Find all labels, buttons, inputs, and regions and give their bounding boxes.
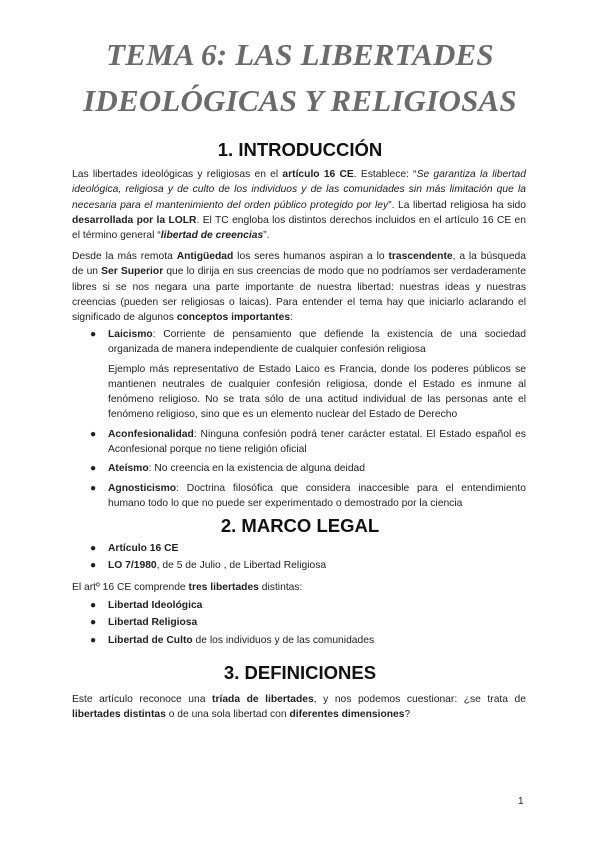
bullet-icon: ●: [90, 463, 97, 475]
concepts-list: [88, 327, 526, 515]
bullet-icon: ●: [90, 617, 97, 629]
section-heading-definiciones: 3. DEFINICIONES: [223, 662, 377, 683]
laicismo-example: Ejemplo más representativo de Estado Laico es Francia, donde los poderes públicos se mantienen neutrales de cualquier confesión religiosa, donde el Estado es inmune al fenómeno religioso. No se trata sólo de una actitud individual de las personas ante el fenómeno religioso, sino que es un elemento nuclear del Estado de Derecho: [108, 363, 526, 421]
list-item-lo-7-1980: ● LO 7/1980, de 5 de Julio , de Libertad Religiosa: [88, 558, 526, 573]
bullet-icon: ●: [90, 600, 97, 611]
list-item-articulo-16: ● Artículo 16 CE: [88, 541, 526, 556]
bullet-icon: ●: [90, 543, 97, 554]
bullet-icon: ●: [90, 428, 97, 440]
bullet-icon: ●: [90, 560, 97, 572]
section-heading-introduccion: 1. INTRODUCCIÓN: [217, 139, 383, 160]
section-heading-marco-legal: 2. MARCO LEGAL: [220, 515, 380, 536]
legal-sources-list: [88, 541, 526, 576]
definiciones-paragraph: Este artículo reconoce una tríada de libertades, y nos podemos cuestionar: ¿se trata de libertades distintas o de una sola libertad con diferentes dimensiones?: [72, 694, 526, 721]
bullet-icon: ●: [90, 634, 97, 646]
document-title: [60, 32, 540, 124]
title-line-1: TEMA 6: LAS LIBERTADES: [106, 37, 494, 72]
page-number: 1: [518, 796, 524, 807]
list-item-libertad-religiosa: ● Libertad Religiosa: [88, 615, 526, 630]
intro-paragraph-2: Desde la más remota Antigüedad los seres humanos aspiran a lo trascendente, a la búsqueda de un Ser Superior que lo dirija en sus creencias de modo que no podríamos ser verdaderamente libres si se nos negara una parte importante de nuestra libertad: nuestras ideas y nuestras creencias (pueden ser religiosas o laicas). Para entender el tema hay que iniciarlo aclarando el significado de algunos conceptos importantes:: [72, 251, 526, 324]
bullet-icon: ●: [90, 482, 97, 494]
freedoms-list: [88, 598, 526, 650]
intro-paragraph-1: Las libertades ideológicas y religiosas en el artículo 16 CE. Establece: “Se garantiza la libertad ideológica, religiosa y de culto de los individuos y de las comunidades sin más limitación que la necesaria para el mantenimiento del orden público protegido por ley”. La libertad religiosa ha sido desarrollada por la LOLR. El TC engloba los distintos derechos incluidos en el artículo 16 CE en el término general “libertad de creencias”.: [72, 169, 527, 242]
list-item-ateismo: ● Ateísmo: No creencia en la existencia de alguna deidad: [88, 461, 526, 476]
marco-paragraph: El artº 16 CE comprende tres libertades distintas:: [72, 582, 303, 593]
list-item-laicismo: ● Laicismo: Corriente de pensamiento que defiende la existencia de una sociedad organizada de manera independiente de cualquier confesión religiosa Ejemplo más representativo de Estado Laico es Francia, donde los poderes públicos se mantienen neutrales de cualquier confesión religiosa, donde el Estado es inmune al fenómeno religioso. No se trata sólo de una actitud individual de las personas ante el fenómeno religioso, sino que es un elemento nuclear del Estado de Derecho: [88, 327, 526, 423]
list-item-libertad-de-culto: ● Libertad de Culto de los individuos y de las comunidades: [88, 633, 526, 648]
title-line-2: IDEOLÓGICAS Y RELIGIOSAS: [83, 83, 517, 118]
list-item-agnosticismo: ● Agnosticismo: Doctrina filosófica que considera inaccesible para el entendimiento humano todo lo que no puede ser experimentado o demostrado por la ciencia: [90, 482, 526, 509]
list-item-libertad-ideologica: ● Libertad Ideológica: [88, 598, 526, 613]
bullet-icon: ●: [90, 329, 97, 340]
list-item-aconfesionalidad: ● Aconfesionalidad: Ninguna confesión podrá tener carácter estatal. El Estado español es Aconfesional porque no tiene religión oficial: [90, 428, 526, 456]
